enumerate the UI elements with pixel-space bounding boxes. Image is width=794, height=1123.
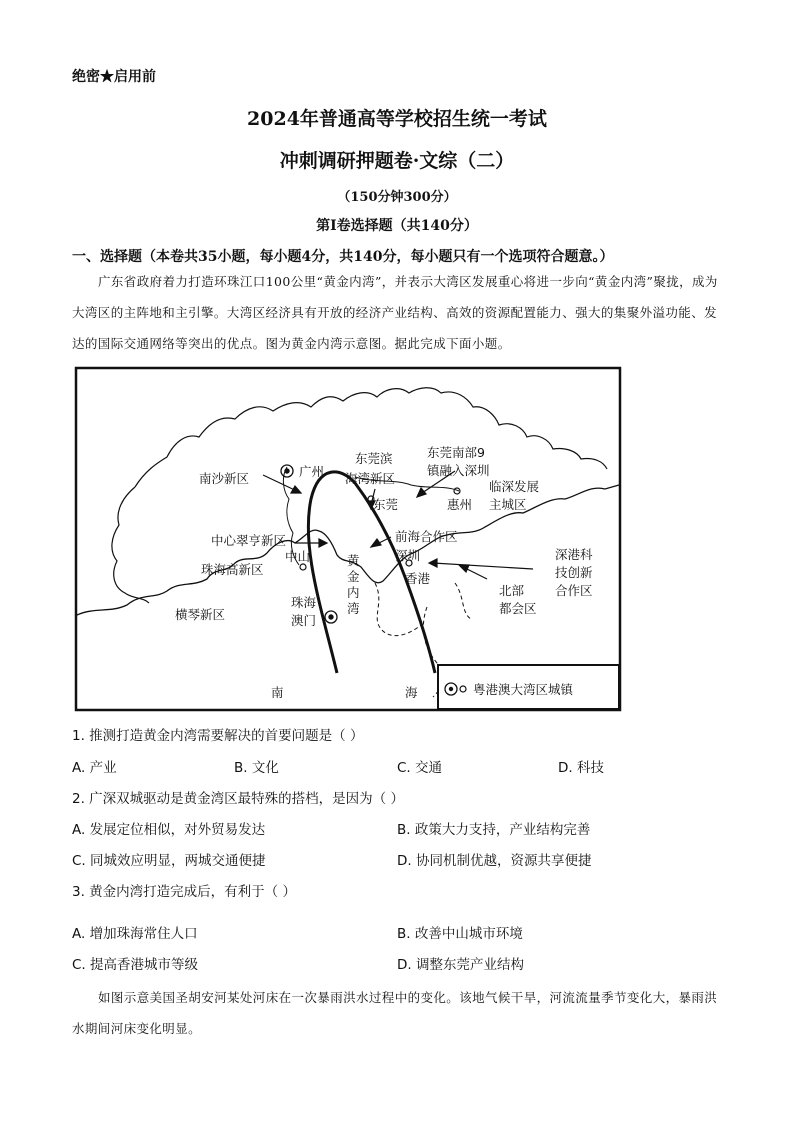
q1-option-b[interactable]: B. 文化: [234, 760, 279, 776]
paper-title: 冲刺调研押题卷·文综（二）: [279, 150, 515, 172]
label-bay-1: 黄: [347, 553, 360, 568]
part-heading: 第I卷选择题（共140分）: [316, 218, 478, 234]
label-linshen-1: 临深发展: [489, 479, 540, 494]
label-qianhai: 前海合作区: [395, 529, 458, 544]
next-intro-paragraph: 如图示意美国圣胡安河某处河床在一次暴雨洪水过程中的变化。该地气候干旱，河流流量季节变化大，暴雨洪水期间河床变化明显。: [72, 990, 718, 1036]
label-north-1: 北部: [499, 583, 525, 598]
intro-paragraph: 广东省政府着力打造环珠江口100公里“黄金内湾”，并表示大湾区发展重心将进一步向“黄金内湾”聚拢，成为大湾区的主阵地和主引擎。大湾区经济具有开放的经济产业结构、高效的资源配置能力、强大的集聚外溢功能、发达的国际交通网络等突出的优点。图为黄金内湾示意图。据此完成下面小题。: [72, 274, 718, 351]
question-1-stem: 1. 推测打造黄金内湾需要解决的首要问题是（ ）: [72, 728, 364, 744]
q3-option-a[interactable]: A. 增加珠海常住人口: [72, 926, 198, 942]
confidential-label: 绝密★启用前: [72, 69, 156, 85]
question-2-stem: 2. 广深双城驱动是黄金湾区最特殊的搭档，是因为（ ）: [72, 791, 404, 807]
label-shenzhen: 深圳: [395, 548, 421, 563]
label-bay-3: 内: [347, 585, 360, 600]
label-sea-1: 南: [271, 685, 284, 700]
q2-option-a[interactable]: A. 发展定位相似，对外贸易发达: [72, 822, 266, 838]
legend-label: 粤港澳大湾区城镇: [473, 682, 574, 697]
question-3-stem: 3. 黄金内湾打造完成后，有利于（ ）: [72, 884, 296, 900]
q1-option-a[interactable]: A. 产业: [72, 760, 117, 776]
label-bay-2: 金: [347, 569, 360, 584]
label-dongguan: 东莞: [373, 497, 399, 512]
label-shengang-2: 技创新: [555, 565, 593, 580]
q3-option-d[interactable]: D. 调整东莞产业结构: [397, 957, 524, 973]
label-linshen-2: 主城区: [489, 497, 527, 512]
label-cuiheng: 中心翠亨新区: [211, 533, 287, 548]
label-guangzhou: 广州: [299, 464, 325, 479]
label-macau: 澳门: [291, 613, 317, 628]
golden-bay-map: [75, 367, 621, 711]
label-sea-2: 海: [405, 685, 418, 700]
map-frame: [76, 368, 620, 710]
q2-option-b[interactable]: B. 政策大力支持，产业结构完善: [397, 822, 591, 838]
legend-symbol-dot: [449, 687, 453, 691]
label-dongguan-south-2: 镇融入深圳: [427, 463, 490, 478]
q1-option-d[interactable]: D. 科技: [558, 760, 604, 776]
q3-option-c[interactable]: C. 提高香港城市等级: [72, 957, 199, 973]
q2-option-c[interactable]: C. 同城效应明显，两城交通便捷: [72, 853, 266, 869]
q3-option-b[interactable]: B. 改善中山城市环境: [397, 926, 523, 942]
exam-title: 2024年普通高等学校招生统一考试: [247, 108, 547, 130]
label-shengang-1: 深港科: [555, 547, 593, 562]
label-bay-4: 湾: [347, 601, 360, 616]
exam-duration: （150分钟300分）: [337, 190, 457, 205]
label-zhongshan: 中山: [285, 549, 311, 564]
label-nansha: 南沙新区: [199, 471, 250, 486]
label-dongguan-bay-1: 东莞滨: [355, 451, 393, 466]
section-heading: 一、选择题（本卷共35小题，每小题4分，共140分，每小题只有一个选项符合题意。）: [72, 249, 614, 265]
label-zhuhai: 珠海: [291, 595, 317, 610]
q2-option-d[interactable]: D. 协同机制优越，资源共享便捷: [397, 853, 592, 869]
label-hengqin: 横琴新区: [175, 607, 226, 622]
label-north-2: 都会区: [499, 601, 537, 616]
q1-option-c[interactable]: C. 交通: [397, 760, 443, 776]
label-hongkong: 香港: [405, 571, 431, 586]
label-dongguan-south-1: 东莞南部9: [427, 445, 485, 460]
label-dongguan-bay-2: 海湾新区: [345, 471, 396, 486]
label-shengang-3: 合作区: [555, 583, 593, 598]
label-huizhou: 惠州: [447, 497, 473, 512]
label-zhuhai-hightech: 珠海高新区: [201, 562, 264, 577]
